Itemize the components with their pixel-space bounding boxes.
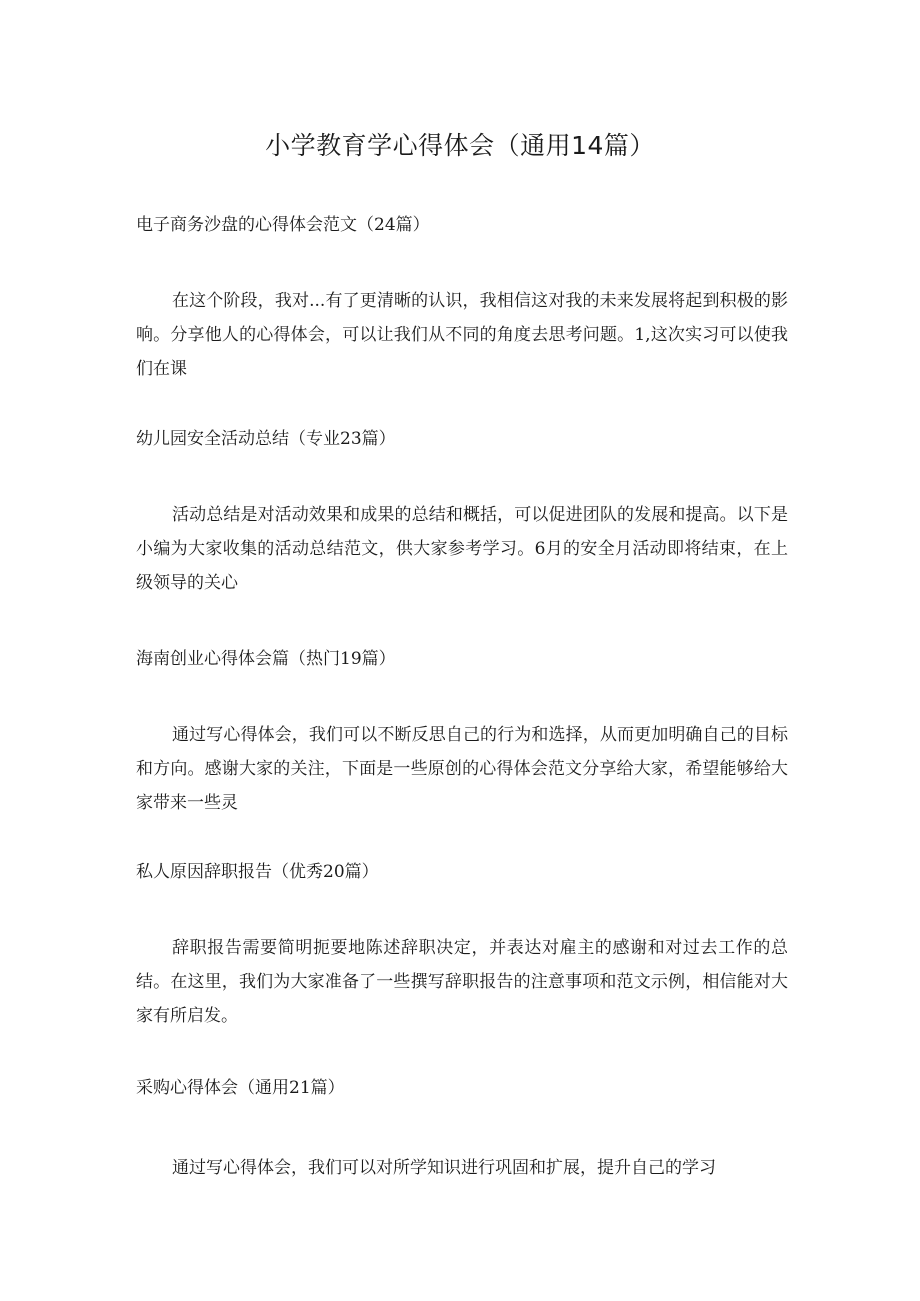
article-heading: 私人原因辞职报告（优秀20篇） — [136, 862, 379, 882]
article-entry — [136, 212, 788, 386]
article-heading: 幼儿园安全活动总结（专业23篇） — [136, 429, 396, 449]
article-excerpt: 通过写心得体会，我们可以对所学知识进行巩固和扩展，提升自己的学习 — [172, 1158, 716, 1178]
article-excerpt: 通过写心得体会，我们可以不断反思自己的行为和选择，从而更加明确自己的目标和方向。感谢大家的关注，下面是一些原创的心得体会范文分享给大家，希望能够给大家带来一些灵 — [136, 725, 788, 813]
article-heading: 电子商务沙盘的心得体会范文（24篇） — [136, 215, 430, 235]
article-entry — [136, 859, 788, 1033]
article-entry — [136, 646, 788, 820]
article-entry — [136, 1075, 788, 1185]
article-excerpt: 辞职报告需要简明扼要地陈述辞职决定，并表达对雇主的感谢和对过去工作的总结。在这里，我们为大家准备了一些撰写辞职报告的注意事项和范文示例，相信能对大家有所启发。 — [136, 938, 788, 1026]
article-excerpt: 活动总结是对活动效果和成果的总结和概括，可以促进团队的发展和提高。以下是小编为大家收集的活动总结范文，供大家参考学习。6月的安全月活动即将结束，在上级领导的关心 — [136, 505, 788, 593]
article-heading: 海南创业心得体会篇（热门19篇） — [136, 649, 396, 669]
page-title: 小学教育学心得体会（通用14篇） — [265, 131, 655, 160]
article-excerpt: 在这个阶段，我对...有了更清晰的认识，我相信这对我的未来发展将起到积极的影响。分享他人的心得体会，可以让我们从不同的角度去思考问题。1,这次实习可以使我们在课 — [136, 291, 788, 379]
article-heading: 采购心得体会（通用21篇） — [136, 1078, 345, 1098]
article-entry — [136, 426, 788, 600]
